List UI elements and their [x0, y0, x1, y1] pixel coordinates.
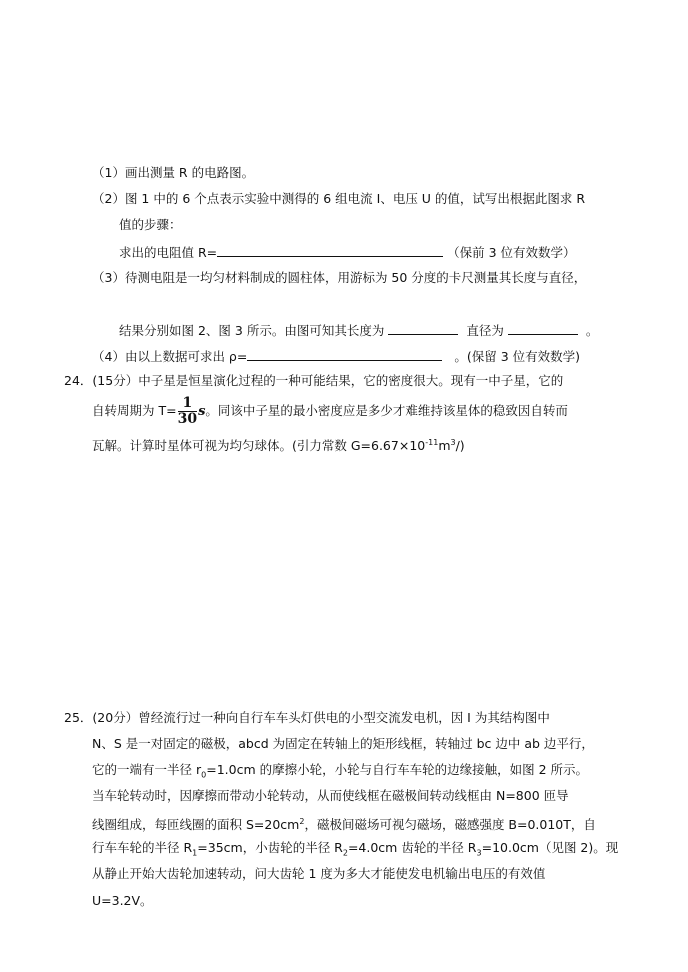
- length-blank[interactable]: [388, 322, 458, 335]
- period-label: 自转周期为 T=: [92, 403, 177, 418]
- q25-line1: 25．(20分）曾经流行过一种向自行车车头灯供电的小型交流发电机，因 I 为其结构图中: [64, 710, 550, 725]
- diameter-blank[interactable]: [508, 322, 578, 335]
- q23-part2-line2: 值的步骤：: [119, 217, 182, 232]
- r0-subscript: 0: [201, 770, 207, 780]
- diameter-label: 直径为: [466, 323, 504, 338]
- fraction-denominator: 30: [177, 411, 198, 427]
- q25-line6: [92, 840, 618, 862]
- q24-line1: 24．(15分）中子星是恒星演化过程的一种可能结果，它的密度很大。现有一中子星，它的: [64, 373, 564, 388]
- q23-part3-line1: （3）待测电阻是一均匀材料制成的圆柱体，用游标为 50 分度的卡尺测量其长度与直径，: [92, 270, 587, 285]
- q23-part1: （1）画出测量 R 的电路图。: [92, 165, 255, 180]
- q24-line2: [92, 393, 568, 429]
- q25-line4: 当车轮转动时，因摩擦而带动小轮转动，从而使线框在磁极间转动线框由 N=800 匝导: [92, 788, 569, 803]
- q24-line3: [92, 435, 465, 454]
- unit-m: m: [438, 438, 451, 454]
- rho-note: 。(保留 3 位有效数学): [454, 349, 580, 364]
- q25-line3-b: =1.0cm 的摩擦小轮，小轮与自行车车轮的边缘接触，如图 2 所示。: [206, 762, 588, 777]
- q23-part2-result: [119, 244, 576, 261]
- q25-line6-d: =10.0cm（见图 2)。现: [481, 840, 619, 855]
- q25-line6-a: 行车车轮的半径 R: [92, 840, 193, 855]
- q24-line3-end: /): [455, 438, 465, 454]
- q23-part2-line1: （2）图 1 中的 6 个点表示实验中测得的 6 组电流 I、电压 U 的值，试写出根据此图求 R: [92, 191, 586, 206]
- cm2-superscript: 2: [299, 817, 305, 826]
- period-fraction: [178, 396, 197, 427]
- q25-line3-a: 它的一端有一半径 r: [92, 762, 202, 777]
- q25-line6-c: =4.0cm 齿轮的半径 R: [347, 840, 477, 855]
- q25-line5-a: 线圈组成，每匝线圈的面积 S=20cm: [92, 817, 300, 833]
- q25-line3: [92, 762, 588, 784]
- exponent: -11: [425, 438, 439, 447]
- r1-subscript: 1: [192, 848, 198, 858]
- q25-line5-b: ，磁极间磁场可视匀磁场，磁感强度 B=0.010T，自: [304, 817, 596, 833]
- period-unit: s: [198, 404, 206, 419]
- period-mark: 。: [585, 323, 599, 338]
- q24-line2-rest: 。同该中子星的最小密度应是多少才难维持该星体的稳致因自转而: [205, 403, 568, 418]
- q25-line2: N、S 是一对固定的磁极，abcd 为固定在转轴上的矩形线框，转轴过 bc 边中 ab 边平行，: [92, 736, 594, 751]
- length-label: 结果分别如图 2、图 3 所示。由图可知其长度为: [119, 323, 385, 338]
- q25-line5: [92, 814, 596, 833]
- rho-blank[interactable]: [247, 348, 442, 361]
- fraction-numerator: 1: [178, 396, 197, 412]
- q24-line3-text: 瓦解。计算时星体可视为均匀球体。(引力常数 G=6.67×10: [92, 438, 426, 454]
- resistance-note: （保前 3 位有效数学）: [447, 245, 576, 260]
- q25-line7: 从静止开始大齿轮加速转动，问大齿轮 1 度为多大才能使发电机输出电压的有效值: [92, 866, 546, 881]
- rho-label: （4）由以上数据可求出 ρ=: [92, 349, 248, 364]
- q23-part4: [92, 348, 580, 365]
- q25-line8: U=3.2V。: [92, 893, 153, 908]
- resistance-label: 求出的电阻值 R=: [119, 245, 218, 260]
- resistance-blank[interactable]: [217, 244, 443, 257]
- r3-subscript: 3: [476, 848, 482, 858]
- q23-part3-line2: [119, 322, 598, 339]
- r2-subscript: 2: [342, 848, 348, 858]
- exponent-3: 3: [450, 438, 456, 447]
- q25-line6-b: =35cm，小齿轮的半径 R: [197, 840, 343, 855]
